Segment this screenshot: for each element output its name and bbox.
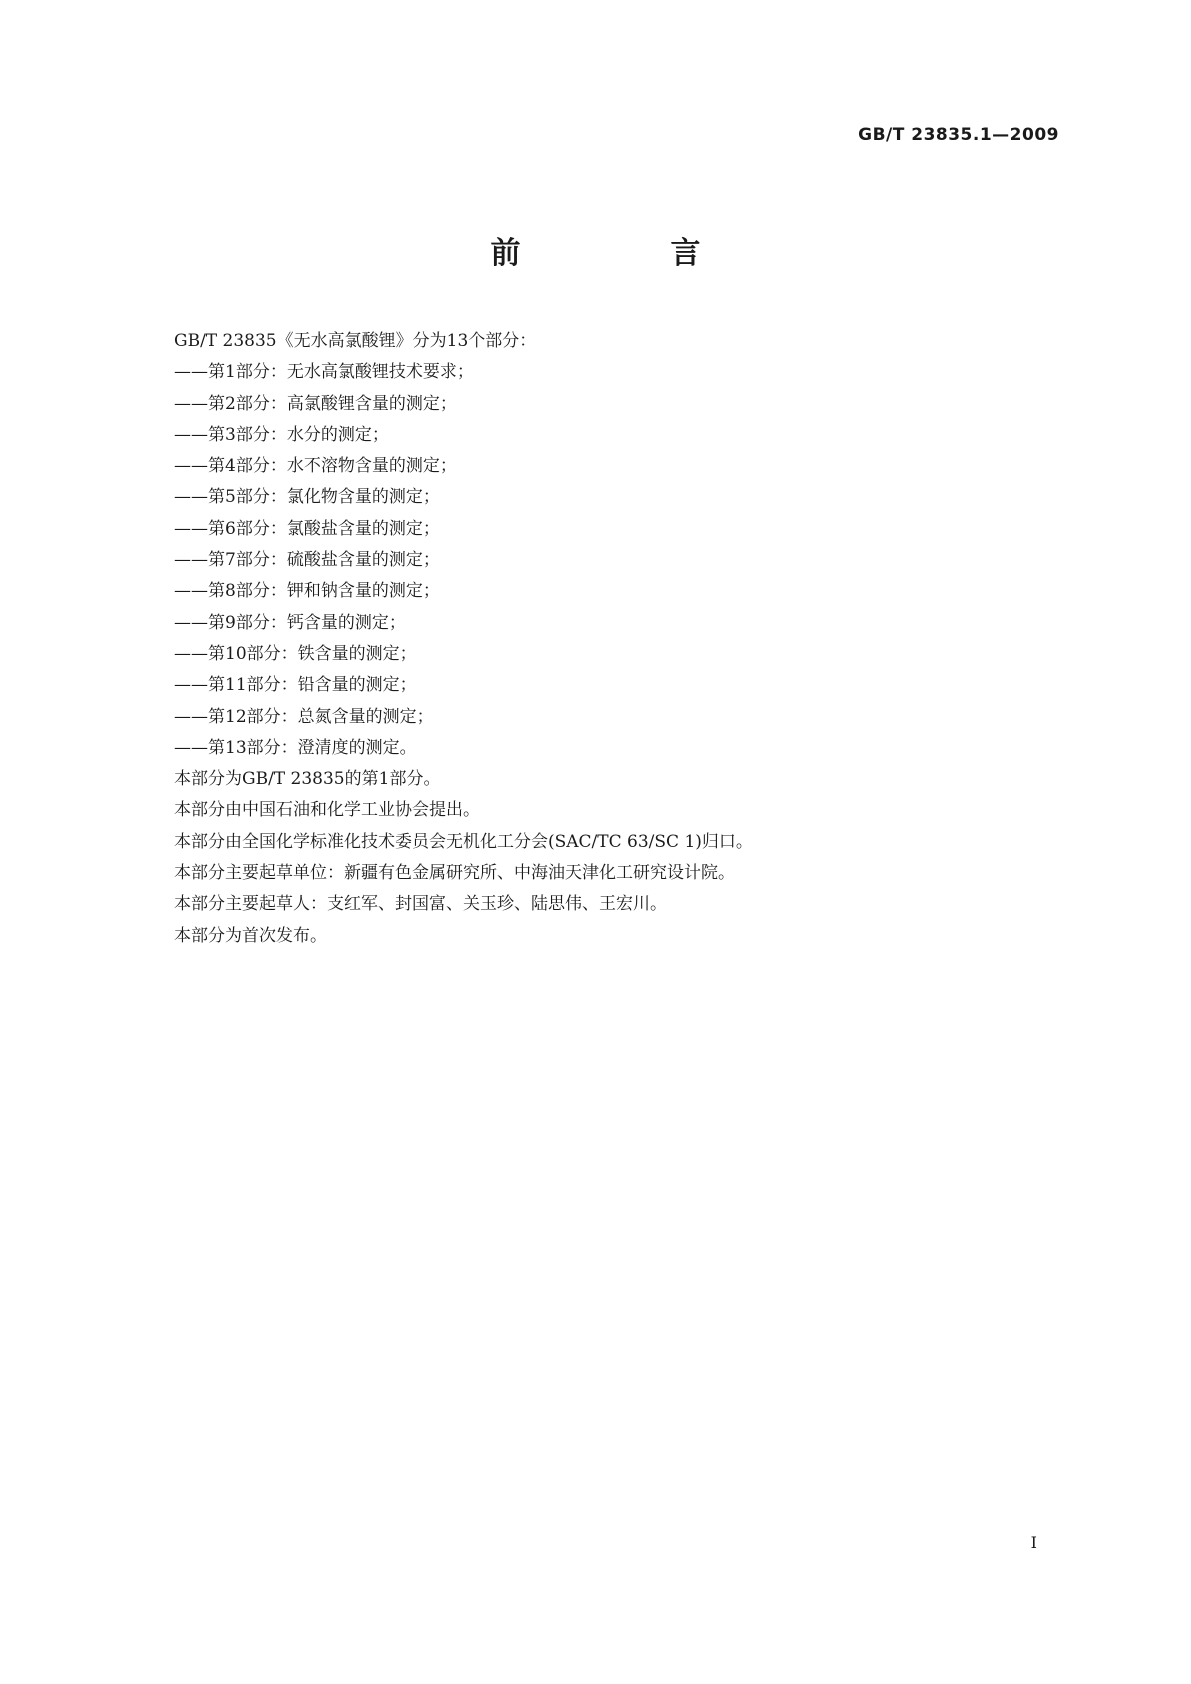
list-item: ——第5部分：氯化物含量的测定； bbox=[174, 487, 440, 508]
text-line: 本部分主要起草单位：新疆有色金属研究所、中海油天津化工研究设计院。 bbox=[174, 863, 735, 884]
list-item: ——第12部分：总氮含量的测定； bbox=[174, 706, 434, 727]
text-line: 本部分主要起草人：支红军、封国富、关玉珍、陆思伟、王宏川。 bbox=[174, 894, 667, 915]
list-item: ——第2部分：高氯酸锂含量的测定； bbox=[174, 393, 457, 414]
list-item: ——第11部分：铅含量的测定； bbox=[174, 675, 417, 696]
text-line: GB/T 23835《无水高氯酸锂》分为13个部分： bbox=[174, 331, 537, 351]
list-item: ——第4部分：水不溶物含量的测定； bbox=[174, 456, 457, 477]
text-line: 本部分由全国化学标准化技术委员会无机化工分会(SAC/TC 63/SC 1)归口。 bbox=[174, 831, 753, 852]
text-line: 本部分由中国石油和化学工业协会提出。 bbox=[174, 800, 480, 821]
list-item: ——第7部分：硫酸盐含量的测定； bbox=[174, 550, 440, 571]
foreword-body bbox=[174, 326, 1054, 952]
page-number: I bbox=[1030, 1533, 1037, 1552]
list-item: ——第10部分：铁含量的测定； bbox=[174, 643, 417, 664]
list-item: ——第8部分：钾和钠含量的测定； bbox=[174, 581, 440, 602]
text-line: 本部分为GB/T 23835的第1部分。 bbox=[174, 769, 441, 790]
text-line: 本部分为首次发布。 bbox=[174, 925, 327, 946]
standard-code: GB/T 23835.1—2009 bbox=[858, 125, 1059, 145]
list-item: ——第13部分：澄清度的测定。 bbox=[174, 737, 417, 758]
list-item: ——第6部分：氯酸盐含量的测定； bbox=[174, 518, 440, 539]
page-title: 前 言 bbox=[490, 236, 761, 271]
list-item: ——第3部分：水分的测定； bbox=[174, 424, 389, 445]
list-item: ——第1部分：无水高氯酸锂技术要求； bbox=[174, 362, 474, 383]
list-item: ——第9部分：钙含量的测定； bbox=[174, 612, 406, 633]
